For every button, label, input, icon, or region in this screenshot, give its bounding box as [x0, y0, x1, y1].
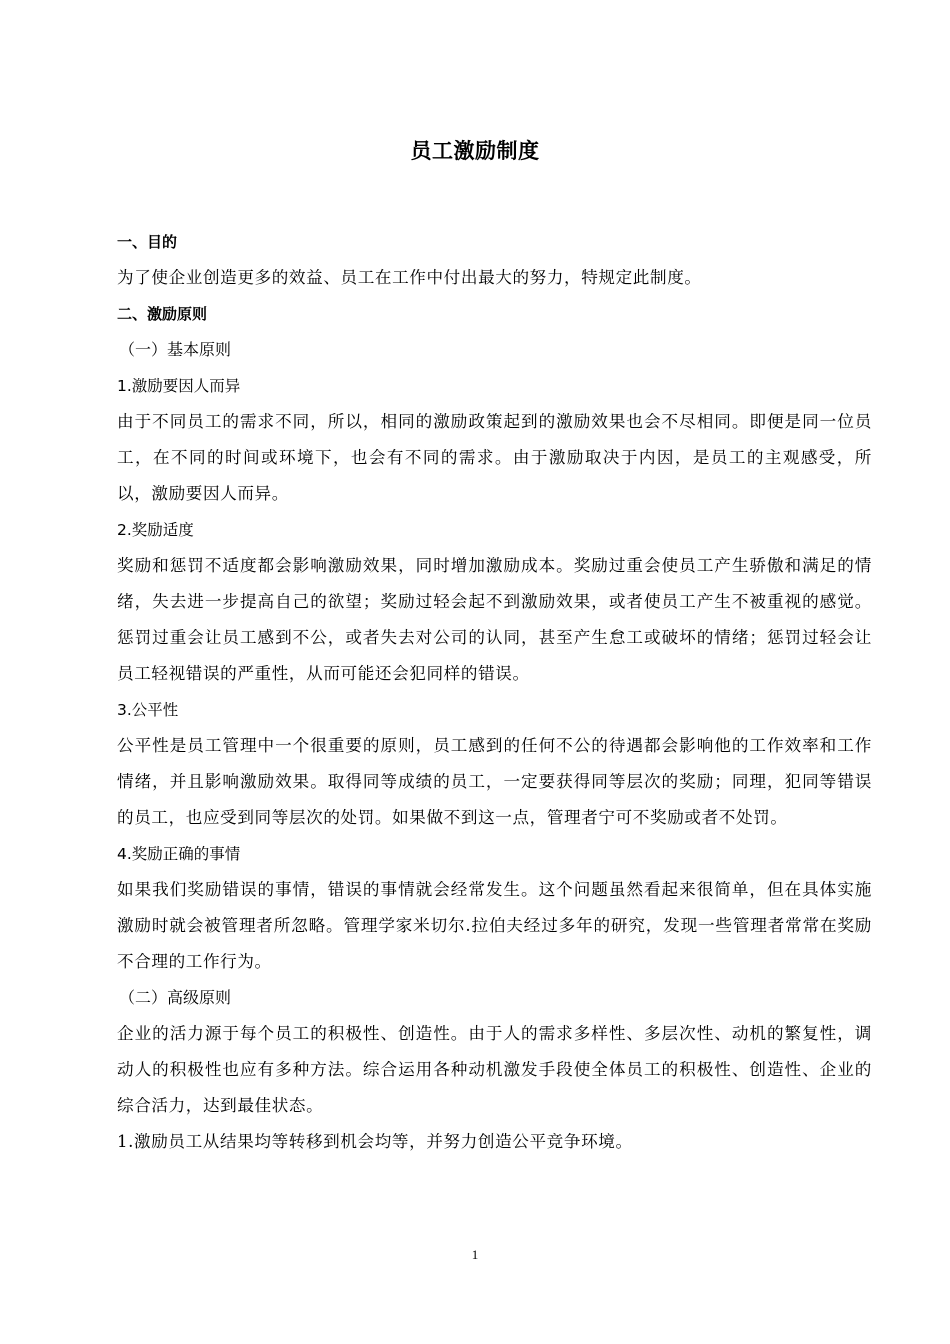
subheading-advanced-principles: （二）高级原则: [119, 988, 232, 1007]
paragraph-advanced-item-1: 1.激励员工从结果均等转移到机会均等，并努力创造公平竞争环境。: [117, 1132, 633, 1151]
paragraph-advanced: 企业的活力源于每个员工的积极性、创造性。由于人的需求多样性、多层次性、动机的繁复性，调动人的积极性也应有多种方法。综合运用各种动机激发手段使全体员工的积极性、创造性、企业的综合活力，达到最佳状态。: [117, 1024, 872, 1115]
item-title-reward-right-things: 4.奖励正确的事情: [117, 845, 241, 863]
paragraph-individual: 由于不同员工的需求不同，所以，相同的激励政策起到的激励效果也会不尽相同。即便是同一位员工，在不同的时间或环境下，也会有不同的需求。由于激励取决于内因，是员工的主观感受，所以，激励要因人而异。: [117, 412, 872, 503]
item-title-individual: 1.激励要因人而异: [117, 377, 241, 395]
document-body: [117, 224, 872, 1160]
item-title-moderate-reward: 2.奖励适度: [117, 521, 194, 539]
paragraph-reward-right-things: 如果我们奖励错误的事情，错误的事情就会经常发生。这个问题虽然看起来很简单，但在具体实施激励时就会被管理者所忽略。管理学家米切尔.拉伯夫经过多年的研究，发现一些管理者常常在奖励不合理的工作行为。: [117, 880, 872, 971]
purpose-paragraph: 为了使企业创造更多的效益、员工在工作中付出最大的努力，特规定此制度。: [117, 268, 702, 287]
paragraph-fairness: 公平性是员工管理中一个很重要的原则，员工感到的任何不公的待遇都会影响他的工作效率和工作情绪，并且影响激励效果。取得同等成绩的员工，一定要获得同等层次的奖励；同理，犯同等错误的员工，也应受到同等层次的处罚。如果做不到这一点，管理者宁可不奖励或者不处罚。: [117, 736, 872, 827]
section-heading-purpose: 一、目的: [117, 233, 178, 251]
subheading-basic-principles: （一）基本原则: [119, 340, 232, 359]
page-number: 1: [471, 1247, 479, 1262]
document-title: 员工激励制度: [410, 139, 540, 163]
item-title-fairness: 3.公平性: [117, 701, 179, 719]
section-heading-principles: 二、激励原则: [117, 305, 208, 323]
paragraph-moderate-reward: 奖励和惩罚不适度都会影响激励效果，同时增加激励成本。奖励过重会使员工产生骄傲和满足的情绪，失去进一步提高自己的欲望；奖励过轻会起不到激励效果，或者使员工产生不被重视的感觉。惩罚过重会让员工感到不公，或者失去对公司的认同，甚至产生怠工或破坏的情绪；惩罚过轻会让员工轻视错误的严重性，从而可能还会犯同样的错误。: [117, 556, 872, 683]
